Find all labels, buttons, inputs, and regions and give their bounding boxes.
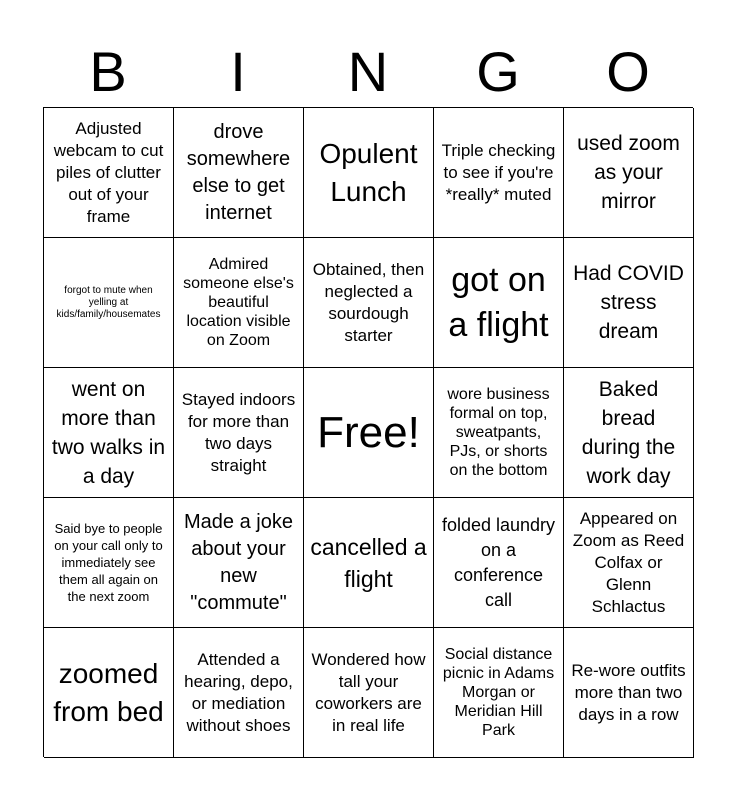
bingo-cell[interactable] — [174, 108, 304, 238]
bingo-grid — [43, 107, 693, 757]
cell-text: Triple checking to see if you're *really* muted — [441, 140, 556, 204]
bingo-cell[interactable] — [304, 628, 434, 758]
cell-text: went on more than two walks in a day — [51, 377, 166, 488]
cell-text: Opulent Lunch — [319, 137, 418, 207]
cell-text: drove somewhere else to get internet — [186, 120, 291, 224]
free-space-label: Free! — [317, 407, 420, 457]
bingo-cell[interactable] — [434, 238, 564, 368]
bingo-cell[interactable] — [44, 108, 174, 238]
cell-text: used zoom as your mirror — [577, 132, 680, 213]
header-letter-i: I — [230, 40, 246, 103]
bingo-cell[interactable] — [564, 498, 694, 628]
cell-text: Baked bread during the work day — [581, 377, 676, 488]
cell-text: folded laundry on a conference call — [441, 514, 556, 610]
bingo-cell[interactable] — [304, 498, 434, 628]
bingo-cell[interactable] — [434, 368, 564, 498]
cell-text: Wondered how tall your coworkers are in real life — [311, 649, 426, 735]
cell-text: got on a flight — [448, 260, 549, 344]
cell-text: cancelled a flight — [310, 533, 427, 592]
cell-text: Attended a hearing, depo, or mediation without shoes — [184, 649, 293, 735]
cell-text: Obtained, then neglected a sourdough starter — [312, 259, 425, 345]
bingo-cell[interactable] — [304, 238, 434, 368]
cell-text: Had COVID stress dream — [573, 262, 684, 343]
cell-text: forgot to mute when yelling at kids/family/housemates — [56, 284, 161, 320]
cell-text: Stayed indoors for more than two days straight — [181, 389, 296, 475]
bingo-cell[interactable] — [564, 238, 694, 368]
header-letter-o: O — [606, 40, 650, 103]
bingo-cell[interactable] — [44, 498, 174, 628]
header-letter-n: N — [347, 40, 389, 103]
bingo-cell[interactable] — [434, 628, 564, 758]
bingo-cell[interactable] — [434, 108, 564, 238]
cell-text: zoomed from bed — [53, 657, 164, 727]
bingo-cell[interactable] — [174, 628, 304, 758]
free-space-cell[interactable] — [304, 368, 434, 498]
cell-text: wore business formal on top, sweatpants, PJs, or shorts on the bottom — [447, 386, 550, 479]
header-letter-g: G — [476, 40, 520, 103]
bingo-cell[interactable] — [564, 368, 694, 498]
cell-text: Made a joke about your new "commute" — [184, 510, 293, 614]
header-letter-b: B — [89, 40, 127, 103]
cell-text: Adjusted webcam to cut piles of clutter out of your frame — [53, 118, 164, 226]
bingo-cell[interactable] — [44, 628, 174, 758]
bingo-cell[interactable] — [174, 238, 304, 368]
bingo-header — [43, 38, 693, 106]
bingo-cell[interactable] — [174, 368, 304, 498]
bingo-cell[interactable] — [564, 628, 694, 758]
bingo-cell[interactable] — [564, 108, 694, 238]
bingo-cell[interactable] — [44, 238, 174, 368]
bingo-cell[interactable] — [434, 498, 564, 628]
cell-text: Appeared on Zoom as Reed Colfax or Glenn Schlactus — [572, 508, 685, 616]
cell-text: Social distance picnic in Adams Morgan or Meridian Hill Park — [442, 646, 555, 739]
bingo-cell[interactable] — [44, 368, 174, 498]
cell-text: Re-wore outfits more than two days in a row — [571, 660, 686, 724]
bingo-cell[interactable] — [304, 108, 434, 238]
cell-text: Admired someone else's beautiful location visible on Zoom — [183, 256, 294, 349]
cell-text: Said bye to people on your call only to immediately see them all again on the next zoom — [54, 521, 163, 604]
bingo-cell[interactable] — [174, 498, 304, 628]
